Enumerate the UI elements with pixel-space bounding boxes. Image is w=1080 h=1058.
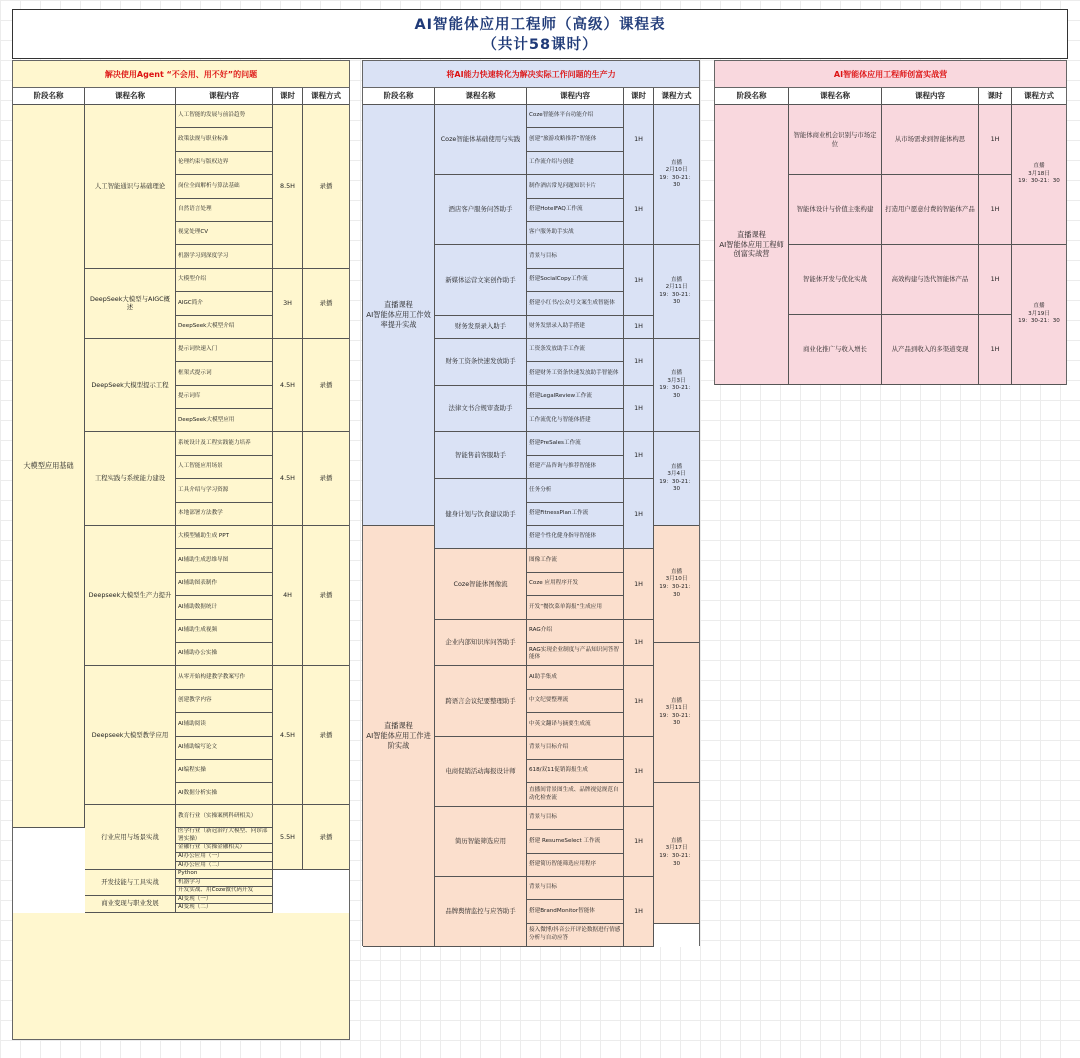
course-method: 录播 <box>303 805 349 870</box>
stage-advanced <box>363 526 435 947</box>
course-content-item: 政策法规与职业标准 <box>176 128 273 151</box>
course-content-item: 财务发票录入助手搭建 <box>527 316 624 339</box>
course-content-item: AI办公应用（一） <box>176 853 273 862</box>
stage-wealth-line1: 直播课程 <box>737 229 766 239</box>
course-content-item: 人工智能应用场景 <box>176 456 273 479</box>
method-line: 直播 <box>1033 303 1045 310</box>
course-method: 录播 <box>303 269 349 339</box>
course-content-item: 工资条发放助手工作流 <box>527 339 624 362</box>
course-name: 品牌舆情监控与应答助手 <box>435 877 527 947</box>
course-content-item: 任务分析 <box>527 479 624 502</box>
wealth-camp-table <box>715 88 1066 385</box>
course-content-item: 搭建简历智能筛选应用程序 <box>527 854 624 877</box>
course-content-item: 视觉处理CV <box>176 222 273 245</box>
course-hours: 1H <box>624 386 654 433</box>
section-basics <box>12 60 350 1040</box>
stage-efficiency <box>363 105 435 526</box>
course-content-item: 搭建FitnessPlan工作流 <box>527 503 624 526</box>
method-line: 直播 <box>670 568 683 575</box>
course-method: 录播 <box>303 526 349 666</box>
method-line: 直播 <box>670 370 683 377</box>
header-hours: 课时 <box>273 88 303 105</box>
course-hours: 1H <box>979 175 1012 245</box>
course-content: 打造用户愿意付费的智能体产品 <box>882 175 979 245</box>
section-wealth-camp-title: AI智能体应用工程师创富实战营 <box>715 61 1066 88</box>
course-name: Coze智能体图像流 <box>435 549 527 619</box>
course-name: Deepseek大模型教学应用 <box>85 666 176 805</box>
course-content-item: 搭建PreSales工作流 <box>527 432 624 455</box>
course-content-item: DeepSeek大模型介绍 <box>176 316 273 339</box>
course-content-item: AI变现（二） <box>176 904 273 913</box>
method-line: 19：30-21：30 <box>1018 178 1060 185</box>
header-course: 课程名称 <box>789 88 882 105</box>
course-method <box>654 245 699 339</box>
course-method <box>654 526 699 643</box>
method-line: 直播 <box>670 697 683 704</box>
course-content-item: 机器学习 <box>176 879 273 888</box>
course-content: 从市场需求到智能体构思 <box>882 105 979 175</box>
course-hours: 8.5H <box>273 105 303 269</box>
header-hours: 课时 <box>979 88 1012 105</box>
header-course: 课程名称 <box>435 88 527 105</box>
course-content-item: 接入微博/抖音公开评论数据进行情感分析与自动应答 <box>527 924 624 947</box>
course-hours: 1H <box>624 175 654 245</box>
course-content-item: AI辅助阅读 <box>176 713 273 736</box>
course-method: 录播 <box>303 339 349 433</box>
course-method <box>654 339 699 433</box>
course-name: 智能体设计与价值主张构建 <box>789 175 882 245</box>
course-content-item: 618/双11促销海报生成 <box>527 760 624 783</box>
course-method: 录播 <box>303 666 349 805</box>
header-method: 课程方式 <box>303 88 349 105</box>
method-line: 2月11日 <box>665 284 688 291</box>
course-content-item: AI辅助生成视频 <box>176 620 273 643</box>
course-content-item: DeepSeek大模型应用 <box>176 409 273 432</box>
course-content-item: 搭建产品咨询与推荐智能体 <box>527 456 624 479</box>
course-name: 开发技能与工具实战 <box>85 870 176 896</box>
course-content-item: AI办公应用（二） <box>176 862 273 871</box>
course-name: 智能体开发与优化实战 <box>789 245 882 315</box>
course-content-item: 背景与目标介绍 <box>527 737 624 760</box>
course-content-item: 大模型辅助生成 PPT <box>176 526 273 549</box>
course-hours: 1H <box>624 807 654 877</box>
course-content-item: 搭建SocialCopy工作流 <box>527 269 624 292</box>
course-content-item: AI数据分析实操 <box>176 783 273 805</box>
course-hours: 1H <box>624 620 654 667</box>
course-hours: 1H <box>624 549 654 619</box>
course-content-item: 工具介绍与学习资源 <box>176 479 273 502</box>
method-line: 直播 <box>670 276 683 283</box>
course-hours: 1H <box>624 339 654 386</box>
method-line: 3月11日 <box>665 705 688 712</box>
method-line: 3月4日 <box>667 471 686 478</box>
method-line: 19：30-21：30 <box>659 478 694 493</box>
course-content-item: 制作酒店常见问题知识卡片 <box>527 175 624 198</box>
header-course: 课程名称 <box>85 88 176 105</box>
course-name: 跨语言会议纪要整理助手 <box>435 666 527 736</box>
course-content-item: AI辅助生成思维导图 <box>176 549 273 572</box>
header-hours: 课时 <box>624 88 654 105</box>
header-method: 课程方式 <box>654 88 699 105</box>
method-line: 19：30-21：30 <box>659 584 694 598</box>
course-name: 电商促销活动海报设计师 <box>435 737 527 807</box>
header-content: 课程内容 <box>882 88 979 105</box>
course-hours: 1H <box>979 315 1012 385</box>
course-content-item: 搭建LegalReview工作流 <box>527 386 624 409</box>
course-name: 法律文书合规审查助手 <box>435 386 527 433</box>
course-method <box>1012 245 1066 385</box>
header-stage: 阶段名称 <box>363 88 435 105</box>
stage-name: 大模型应用基础 <box>13 105 85 828</box>
course-name: 简历智能筛选应用 <box>435 807 527 877</box>
course-content-item: 搭建个性化健身指导智能体 <box>527 526 624 549</box>
course-name: 智能售前客服助手 <box>435 432 527 479</box>
course-content-item: 机器学习到深度学习 <box>176 245 273 268</box>
method-line: 3月18日 <box>1028 170 1050 177</box>
course-content-item: 背景与目标 <box>527 807 624 830</box>
method-line: 19：30-21：30 <box>659 853 694 867</box>
method-line: 19：30-21：30 <box>659 291 694 306</box>
method-line: 3月17日 <box>665 845 688 852</box>
course-content-item: AI助手集成 <box>527 666 624 689</box>
course-name: 财务发票录入助手 <box>435 316 527 339</box>
method-line: 19：30-21：30 <box>1018 318 1060 325</box>
course-content-item: 创建教学内容 <box>176 690 273 713</box>
course-content-item: 中文纪要整理流 <box>527 690 624 713</box>
course-name: 健身计划与饮食建议助手 <box>435 479 527 549</box>
course-hours: 1H <box>624 316 654 339</box>
course-name: DeepSeek大模型与AIGC概述 <box>85 269 176 339</box>
course-name: Deepseek大模型生产力提升 <box>85 526 176 666</box>
course-name: 财务工资条快速发放助手 <box>435 339 527 386</box>
course-content-item: 开发“餐饮菜单海报”生成应用 <box>527 596 624 619</box>
course-content-item: AI编程实操 <box>176 760 273 783</box>
course-content-item: Coze 应用程序开发 <box>527 573 624 596</box>
method-line: 直播 <box>1033 163 1045 170</box>
course-name: 智能体商业机会识别与市场定位 <box>789 105 882 175</box>
course-content-item: Python <box>176 870 273 879</box>
course-content-item: 提示词快速入门 <box>176 339 273 362</box>
course-method <box>654 432 699 526</box>
course-content-item: 开发实战、用Coze做代码开发 <box>176 887 273 896</box>
method-line: 19：30-21：30 <box>659 385 694 399</box>
course-content-item: AI辅助编写论文 <box>176 737 273 760</box>
course-content-item: 人工智能的发展与前沿趋势 <box>176 105 273 128</box>
course-name: DeepSeek大模型提示工程 <box>85 339 176 433</box>
course-content: 从产品到收入的多渠道变现 <box>882 315 979 385</box>
stage-wealth <box>715 105 789 385</box>
course-content-item: 搭建BrandMonitor智能体 <box>527 900 624 923</box>
course-content-item: 从零开始构建教学教案写作 <box>176 666 273 689</box>
course-content-item: 提示词库 <box>176 386 273 409</box>
course-hours: 4.5H <box>273 339 303 433</box>
stage-wealth-line2: AI智能体应用工程师创富实战营 <box>719 239 784 259</box>
course-method <box>654 643 699 783</box>
course-content-item: AI辅助办公实操 <box>176 643 273 666</box>
method-line: 3月3日 <box>667 377 686 384</box>
course-content-item: 自然语言处理 <box>176 199 273 222</box>
course-content-item: RAG介绍 <box>527 620 624 643</box>
stage-efficiency-line2: AI智能体应用工作效率提升实战 <box>366 310 431 329</box>
method-line: 直播 <box>670 463 683 470</box>
course-hours: 3H <box>273 269 303 339</box>
course-hours: 1H <box>979 105 1012 175</box>
course-hours: 4H <box>273 526 303 666</box>
course-name: 工程实践与系统能力建设 <box>85 432 176 526</box>
course-content-item: 背景与目标 <box>527 245 624 268</box>
course-name: 新媒体运营文案创作助手 <box>435 245 527 315</box>
course-content-item: 客户服务助手实战 <box>527 222 624 245</box>
header-method: 课程方式 <box>1012 88 1066 105</box>
course-hours: 4.5H <box>273 666 303 805</box>
method-line: 3月10日 <box>665 576 688 583</box>
course-content-item: 搭建小红书/公众号文案生成智能体 <box>527 292 624 315</box>
method-line: 3月19日 <box>1028 310 1050 317</box>
course-name: 商业化推广与收入增长 <box>789 315 882 385</box>
section-live-practice <box>362 60 700 946</box>
course-content-item: 教育行业（实操案例科研相关） <box>176 805 273 828</box>
course-hours: 1H <box>624 245 654 315</box>
header-content: 课程内容 <box>527 88 624 105</box>
title-line-1: AI智能体应用工程师（高级）课程表 <box>414 17 666 33</box>
course-hours: 4.5H <box>273 432 303 526</box>
course-content-item: 工作流优化与智能体搭建 <box>527 409 624 432</box>
stage-advanced-line1: 直播课程 <box>384 721 413 731</box>
course-hours: 1H <box>624 737 654 807</box>
title-line-2: （共计58课时） <box>482 37 598 53</box>
course-content-item: 背景与目标 <box>527 877 624 900</box>
course-hours: 1H <box>624 666 654 736</box>
course-method <box>654 105 699 245</box>
method-line: 19：30-21：30 <box>659 712 694 727</box>
course-content-item: 中英文翻译与摘要生成流 <box>527 713 624 736</box>
course-content-item: 医学行业（新冠治疗大模型、问诊部署实操） <box>176 828 273 844</box>
course-hours: 1H <box>624 877 654 947</box>
course-method <box>1012 105 1066 245</box>
course-hours: 1H <box>624 479 654 549</box>
course-name: 行业应用与场景实战 <box>85 805 176 870</box>
course-content-item: Coze智能体平台功能介绍 <box>527 105 624 128</box>
course-content-item: 搭建HotelFAQ工作流 <box>527 199 624 222</box>
course-content-item: 搭建 ResumeSelect 工作流 <box>527 830 624 853</box>
course-name: 商业变现与职业发展 <box>85 896 176 913</box>
course-content-item: 直播间背景图生成、品牌视觉规范自动化检查流 <box>527 783 624 806</box>
header-content: 课程内容 <box>176 88 273 105</box>
course-content-item: 伦理约束与版权边界 <box>176 152 273 175</box>
course-content-item: 框架式提示词 <box>176 362 273 385</box>
course-content-item: 岗位全面解析与算法基础 <box>176 175 273 198</box>
course-name: 人工智能通识与基础理论 <box>85 105 176 269</box>
course-name: Coze智能体基础使用与实践 <box>435 105 527 175</box>
course-content-item: 工作流介绍与创建 <box>527 152 624 175</box>
course-content-item: 搭建财务工资条快速发放助手智能体 <box>527 362 624 385</box>
course-hours: 5.5H <box>273 805 303 870</box>
method-line: 直播 <box>670 159 683 166</box>
section-wealth-camp <box>714 60 1067 385</box>
course-content-item: 创建“旅游攻略推荐”智能体 <box>527 128 624 151</box>
course-method <box>654 783 699 923</box>
course-content-item: 图像工作流 <box>527 549 624 572</box>
course-content-item: AI辅助图表制作 <box>176 573 273 596</box>
section-live-practice-title: 将AI能力快速转化为解决实际工作问题的生产力 <box>363 61 699 88</box>
course-content: 高效构建与迭代智能体产品 <box>882 245 979 315</box>
section-basics-title: 解决使用Agent “不会用、用不好”的问题 <box>13 61 349 88</box>
course-content-item: AIGC简介 <box>176 292 273 315</box>
course-name: 酒店客户服务问答助手 <box>435 175 527 245</box>
course-content-item: AI变现（一） <box>176 896 273 905</box>
course-hours: 1H <box>979 245 1012 315</box>
course-content-item: AI辅助数据统计 <box>176 596 273 619</box>
header-stage: 阶段名称 <box>715 88 789 105</box>
stage-efficiency-line1: 直播课程 <box>384 300 413 310</box>
stage-advanced-line2: AI智能体应用工作进阶实战 <box>366 731 431 750</box>
course-content-item: 金融行业（实操金融相关） <box>176 844 273 853</box>
course-method: 录播 <box>303 432 349 526</box>
method-line: 2月10日 <box>665 167 688 174</box>
course-content-item: 系统设计及工程实践能力培养 <box>176 432 273 455</box>
method-line: 19：30-21：30 <box>659 174 694 189</box>
page-title <box>12 9 1068 59</box>
course-content-item: 本地部署方法教学 <box>176 503 273 526</box>
course-method: 录播 <box>303 105 349 269</box>
course-content-item: RAG实现企业制度与产品知识问答智能体 <box>527 643 624 666</box>
method-line: 直播 <box>670 837 683 844</box>
course-name: 企业内部知识库问答助手 <box>435 620 527 667</box>
live-practice-table <box>363 88 699 947</box>
header-stage: 阶段名称 <box>13 88 85 105</box>
basics-table <box>13 88 349 913</box>
course-hours: 1H <box>624 105 654 175</box>
course-content-item: 大模型介绍 <box>176 269 273 292</box>
course-hours: 1H <box>624 432 654 479</box>
